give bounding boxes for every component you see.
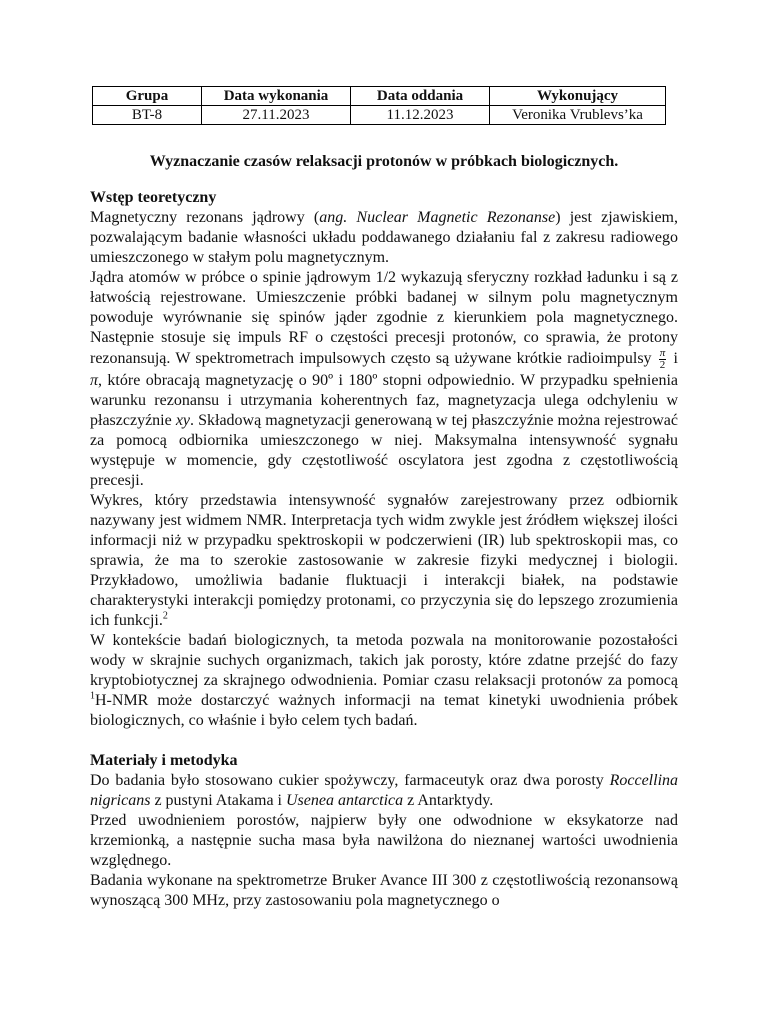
text-run: Wykres, który przedstawia intensywność sygnałów zarejestrowany przez odbiornik nazywany jest widmem NMR. Interpretacja tych widm zwykle jest źródłem większej ilości informacji niż w przypadku spektroskopii w podczerwieni (IR) lub spektroskopii mas, co sprawia, że ma to szerokie zastosowanie w zakresie fizyki medycznej i biologii. Przykładowo, umożliwia badanie fluktuacji i interakcji białek, na podstawie charakterystyki interakcji pomiędzy protonami, co przyczynia się do lepszego zrozumienia ich funkcji.: [90, 492, 678, 629]
methods-paragraph-2: Przed uwodnieniem porostów, najpierw były one odwodnione w eksykatorze nad krzemionką, a następnie sucha masa była nawilżona do nieznanej wartości uwodnienia względnego.: [90, 812, 678, 869]
info-table-header-row: [93, 87, 666, 106]
fraction-denominator: 2: [659, 359, 666, 371]
species-name: Usenea antarctica: [285, 792, 404, 809]
superscript: 1: [90, 690, 95, 702]
text-run: Jądra atomów w próbce o spinie jądrowym 1/2 wykazują sferyczny rozkład ładunku i są z łatwością rejestrowane. Umieszczenie próbki badanej w silnym polu magnetycznym powoduje wyrównanie się spinów jąder zgodnie z kierunkiem pola magnetycznego. Następnie stosuje się impuls RF o częstości precesji protonów, co sprawia, że protony rezonansują. W spektrometrach impulsowych często są używane krótkie radioimpulsy: [90, 269, 678, 368]
header-grupa: Grupa: [93, 87, 202, 106]
intro-paragraph-4: [90, 631, 678, 731]
cell-data-wykonania: 27.11.2023: [202, 106, 351, 125]
header-data-oddania: Data oddania: [351, 87, 490, 106]
text-run: H-NMR może dostarczyć ważnych informacji na temat kinetyki uwodnienia próbek biologicznych, co właśnie i było celem tych badań.: [90, 692, 678, 729]
section-heading-intro: Wstęp teoretyczny: [90, 189, 217, 206]
text-run: , które obracają magnetyzację o 90º i 180º stopni odpowiednio. W przypadku spełnienia warunku rezonansu i utrzymania koherentnych faz, magnetyzacja ulega odchyleniu w płaszczyźnie: [90, 372, 678, 429]
text-run: z Antarktydy.: [407, 792, 494, 809]
text-run: Magnetyczny rezonans jądrowy (: [90, 209, 320, 226]
text-run: z pustyni Atakama i: [154, 792, 282, 809]
methods-paragraph-1: [90, 771, 678, 811]
text-run: ) jest zjawiskiem, pozwalającym badanie własności układu poddawanego działaniu fal z zakresu radiowego umieszczonego w stałym polu magnetycznym.: [90, 209, 678, 266]
info-table: [92, 86, 666, 125]
pi-symbol: π: [90, 372, 99, 389]
header-data-wykonania: Data wykonania: [202, 87, 351, 106]
intro-paragraph-2: [90, 268, 678, 491]
methods-paragraph-3: Badania wykonane na spektrometrze Bruker Avance III 300 z częstotliwością rezonansową wynoszącą 300 MHz, przy zastosowaniu pola magnetycznego o: [90, 872, 678, 909]
cell-grupa: BT-8: [93, 106, 202, 125]
fraction-numerator: π: [659, 347, 666, 359]
species-name: Roccellina nigricans: [90, 772, 679, 809]
text-run-italic: xy: [175, 412, 191, 429]
text-run: Do badania było stosowano cukier spożywczy, farmaceutyk oraz dwa porosty: [90, 772, 604, 789]
header-wykonujacy: Wykonujący: [490, 87, 666, 106]
intro-paragraph-3: [90, 491, 678, 631]
cell-data-oddania: 11.12.2023: [351, 106, 490, 125]
document-title: Wyznaczanie czasów relaksacji protonów w próbkach biologicznych.: [149, 153, 619, 170]
text-run: . Składową magnetyzacji generowaną w tej płaszczyźnie można rejestrować za pomocą odbiornika umieszczonego w niej. Maksymalna intensywność sygnału występuje w momencie, gdy częstotliwość oscylatora jest zgodna z częstotliwością precesji.: [90, 412, 679, 489]
info-table-row: [93, 106, 666, 125]
section-heading-methods: Materiały i metodyka: [90, 752, 238, 769]
text-run: W kontekście badań biologicznych, ta metoda pozwala na monitorowanie pozostałości wody w skrajnie suchych organizmach, takich jak porosty, które zdatne przejść do fazy kryptobiotycznej za skrajnego odwodnienia. Pomiar czasu relaksacji protonów za pomocą: [90, 632, 678, 689]
text-run: i: [673, 350, 678, 368]
cell-wykonujacy: Veronika Vrublevs’ka: [490, 106, 666, 125]
text-run-italic: ang. Nuclear Magnetic Rezonanse: [319, 209, 556, 226]
pi-over-2-fraction: [659, 348, 667, 371]
document-page: [90, 86, 678, 911]
intro-paragraph-1: [90, 208, 678, 268]
footnote-ref: 2: [162, 610, 168, 622]
